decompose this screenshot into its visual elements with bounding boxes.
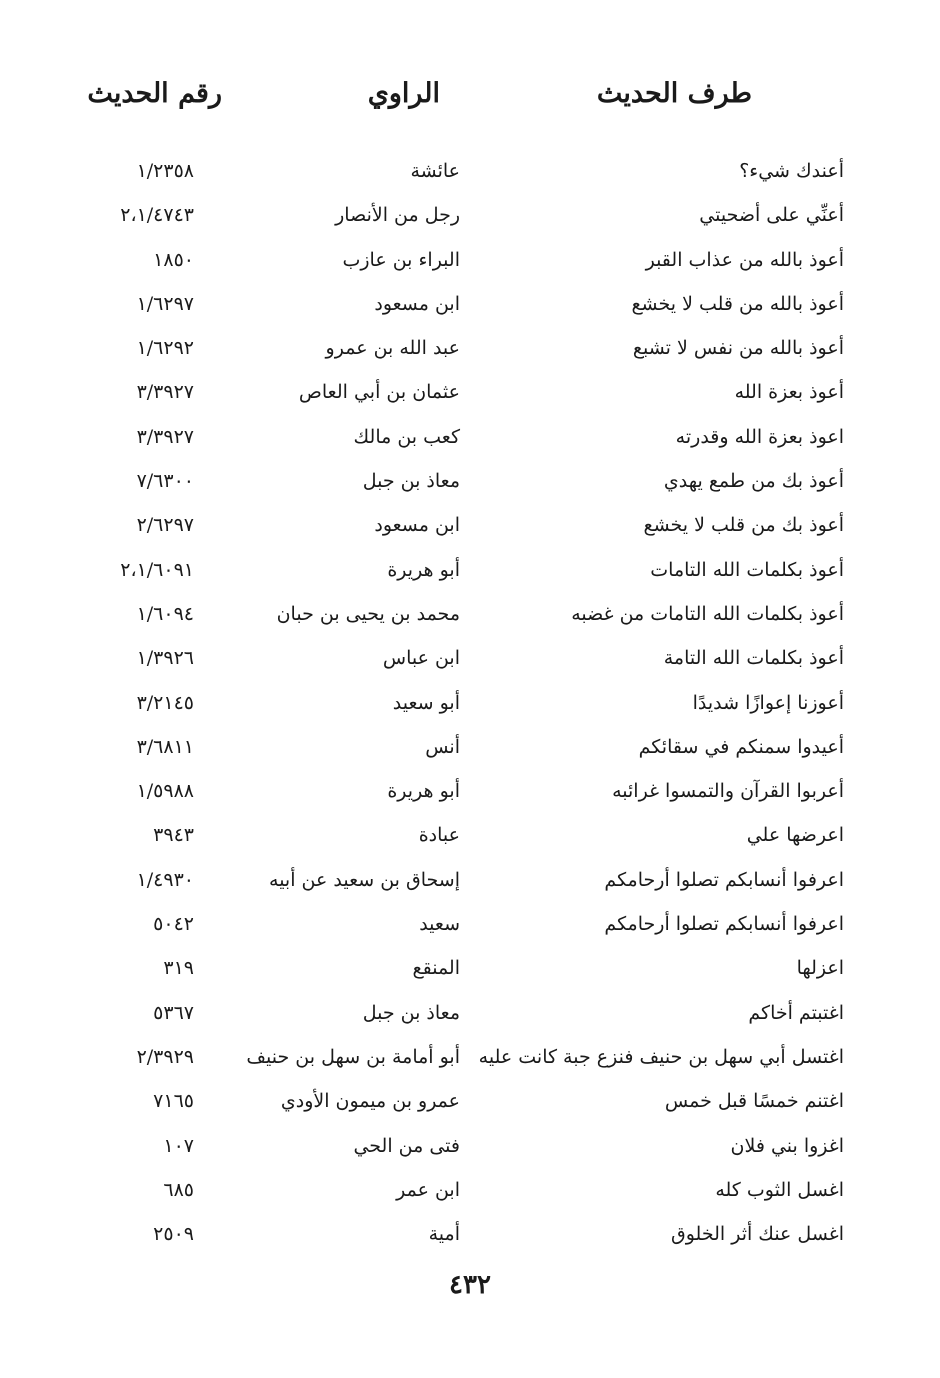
hadith-text: أعوذ بالله من عذاب القبر	[645, 248, 844, 271]
hadith-number: ١٠٧	[163, 1134, 194, 1157]
hadith-text: أعوزنا إعوازًا شديدًا	[692, 691, 844, 714]
hadith-number: ١/٦٢٩٢	[136, 337, 194, 360]
table-row	[0, 504, 940, 548]
hadith-text: أعوذ بك من قلب لا يخشع	[643, 514, 844, 537]
narrator-name: ابن عمر	[396, 1178, 460, 1201]
table-row	[0, 283, 940, 327]
narrator-name: فتى من الحي	[353, 1134, 460, 1157]
table-row	[0, 947, 940, 991]
narrator-name: أبو أمامة بن سهل بن حنيف	[246, 1045, 460, 1068]
hadith-text: اغتنم خمسًا قبل خمس	[664, 1090, 844, 1113]
table-row	[0, 770, 940, 814]
table-row	[0, 726, 940, 770]
narrator-name: رجل من الأنصار	[335, 204, 460, 227]
narrator-name: أنس	[425, 735, 460, 758]
table-row	[0, 549, 940, 593]
hadith-number: ٢٥٠٩	[153, 1223, 194, 1246]
hadith-number: ١/٦٢٩٧	[136, 292, 194, 315]
hadith-number: ٣/٢١٤٥	[136, 691, 194, 714]
table-row	[0, 903, 940, 947]
narrator-name: أمية	[428, 1223, 460, 1246]
narrator-name: أبو سعيد	[392, 691, 460, 714]
hadith-number: ١/٤٩٣٠	[136, 868, 194, 891]
table-row	[0, 992, 940, 1036]
hadith-text: اعرفوا أنسابكم تصلوا أرحامكم	[604, 868, 844, 891]
hadith-text: أعنِّي على أضحيتي	[699, 204, 844, 227]
hadith-text: اعرفوا أنسابكم تصلوا أرحامكم	[604, 913, 844, 936]
hadith-number: ٦٨٥	[163, 1178, 194, 1201]
narrator-name: إسحاق بن سعيد عن أبيه	[269, 868, 460, 891]
hadith-number: ١/٣٩٢٦	[136, 647, 194, 670]
table-row	[0, 1125, 940, 1169]
hadith-text: اغتسل أبي سهل بن حنيف فنزع جبة كانت عليه	[478, 1045, 844, 1068]
hadith-text: أعوذ بعزة الله	[734, 381, 844, 404]
hadith-text: أعوذ بكلمات الله التامات من غضبه	[571, 602, 844, 625]
narrator-name: عبادة	[418, 824, 460, 847]
narrator-name: محمد بن يحيى بن حبان	[276, 602, 460, 625]
hadith-number: ٣١٩	[163, 957, 194, 980]
table-header	[0, 78, 940, 122]
hadith-text: أعندك شيء؟	[739, 160, 844, 182]
hadith-text: اغسل الثوب كله	[715, 1178, 844, 1201]
hadith-text: أعربوا القرآن والتمسوا غرائبه	[612, 780, 844, 803]
table-row	[0, 327, 940, 371]
table-row	[0, 1080, 940, 1124]
narrator-name: البراء بن عازب	[342, 248, 460, 271]
narrator-name: ابن عباس	[382, 647, 460, 670]
hadith-text: اعوذ بعزة الله وقدرته	[675, 425, 844, 448]
table-row	[0, 239, 940, 283]
hadith-number: ٢،١/٤٧٤٣	[120, 204, 194, 227]
table-row	[0, 682, 940, 726]
narrator-name: كعب بن مالك	[353, 425, 460, 448]
hadith-number: ١/٥٩٨٨	[136, 780, 194, 803]
hadith-number: ٢/٦٢٩٧	[136, 514, 194, 537]
table-row	[0, 371, 940, 415]
hadith-number: ٧١٦٥	[153, 1090, 194, 1113]
table-row	[0, 1213, 940, 1257]
hadith-text: اغسل عنك أثر الخلوق	[671, 1223, 844, 1246]
table-row	[0, 637, 940, 681]
hadith-number: ٣٩٤٣	[153, 824, 194, 847]
narrator-name: عبد الله بن عمرو	[325, 337, 460, 360]
table-row	[0, 150, 940, 194]
narrator-name: ابن مسعود	[374, 514, 460, 537]
column-header-number: رقم الحديث	[87, 78, 222, 109]
narrator-name: معاذ بن جبل	[362, 1001, 460, 1024]
hadith-text: اعزلها	[796, 957, 844, 980]
column-header-hadith: طرف الحديث	[596, 78, 752, 109]
hadith-text: أعوذ بك من طمع يهدي	[663, 470, 844, 493]
hadith-text: اغزوا بني فلان	[730, 1134, 844, 1157]
hadith-index-table	[0, 150, 940, 1257]
table-row	[0, 814, 940, 858]
hadith-text: اعرضها علي	[746, 824, 844, 847]
narrator-name: المنقع	[412, 957, 460, 980]
hadith-text: اغتبتم أخاكم	[748, 1001, 844, 1024]
narrator-name: أبو هريرة	[387, 780, 460, 803]
narrator-name: ابن مسعود	[374, 292, 460, 315]
hadith-number: ٥٣٦٧	[153, 1001, 194, 1024]
narrator-name: عثمان بن أبي العاص	[298, 381, 460, 404]
table-row	[0, 1169, 940, 1213]
hadith-number: ٣/٦٨١١	[136, 735, 194, 758]
hadith-text: أعوذ بالله من نفس لا تشبع	[632, 337, 844, 360]
table-row	[0, 859, 940, 903]
table-row	[0, 593, 940, 637]
hadith-number: ٧/٦٣٠٠	[136, 470, 194, 493]
hadith-number: ١/٦٠٩٤	[136, 602, 194, 625]
hadith-text: أعوذ بكلمات الله التامة	[663, 647, 844, 670]
hadith-number: ٢/٣٩٢٩	[136, 1045, 194, 1068]
table-row	[0, 460, 940, 504]
narrator-name: معاذ بن جبل	[362, 470, 460, 493]
narrator-name: عائشة	[410, 160, 460, 182]
table-row	[0, 1036, 940, 1080]
page-number: ٤٣٢	[449, 1270, 491, 1300]
hadith-number: ٣/٣٩٢٧	[136, 425, 194, 448]
hadith-number: ١/٢٣٥٨	[136, 160, 194, 182]
hadith-number: ٥٠٤٢	[153, 913, 194, 936]
narrator-name: أبو هريرة	[387, 558, 460, 581]
table-row	[0, 416, 940, 460]
hadith-text: أعوذ بالله من قلب لا يخشع	[631, 292, 844, 315]
narrator-name: سعيد	[419, 913, 460, 936]
hadith-number: ١٨٥٠	[153, 248, 194, 271]
hadith-text: أعيدوا سمنكم في سقائكم	[638, 735, 844, 758]
hadith-text: أعوذ بكلمات الله التامات	[650, 558, 844, 581]
narrator-name: عمرو بن ميمون الأودي	[280, 1090, 460, 1113]
hadith-number: ٢،١/٦٠٩١	[120, 558, 194, 581]
hadith-number: ٣/٣٩٢٧	[136, 381, 194, 404]
table-row	[0, 194, 940, 238]
column-header-narrator: الراوي	[367, 78, 440, 109]
